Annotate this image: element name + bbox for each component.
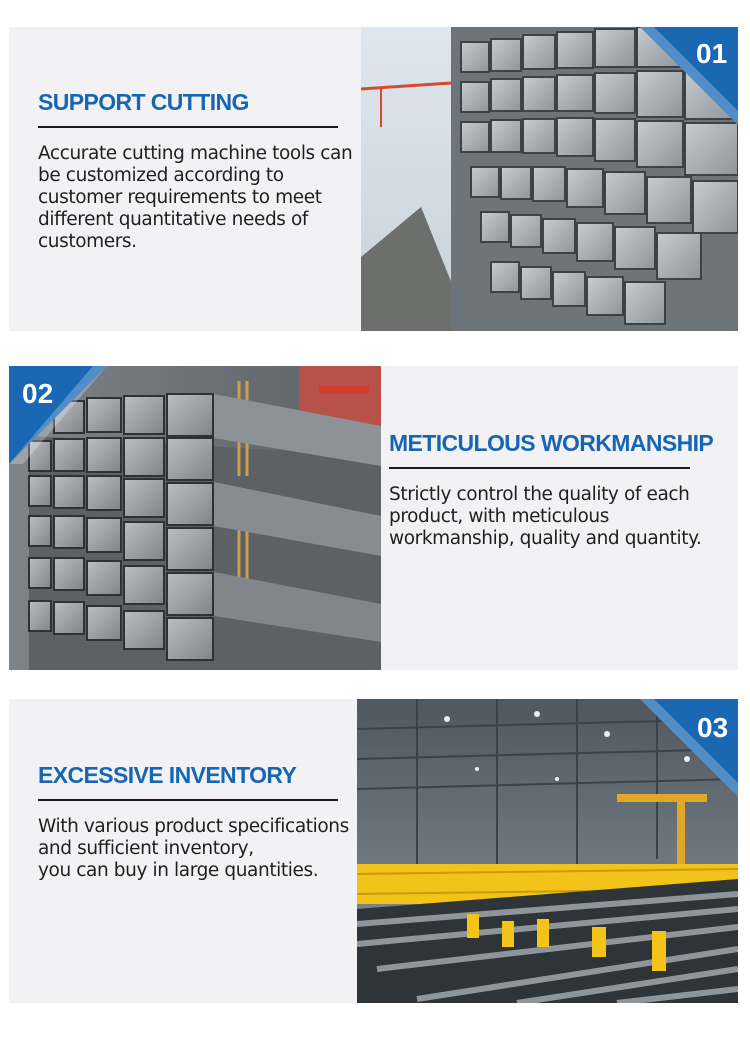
description-line: Strictly control the quality of each <box>389 484 690 505</box>
description-line: workmanship, quality and quantity. <box>389 528 702 549</box>
section-number-badge <box>640 699 738 797</box>
section-number-badge <box>640 27 738 125</box>
section-number: 01 <box>696 38 728 69</box>
feature-card-excessive-inventory <box>9 699 738 1003</box>
feature-text <box>389 430 714 550</box>
feature-description <box>38 143 353 253</box>
heading-divider <box>389 467 690 469</box>
description-line: With various product specifications <box>38 816 349 837</box>
feature-description <box>38 816 349 882</box>
section-number-badge <box>9 366 107 464</box>
feature-text <box>38 762 349 882</box>
description-line: and sufficient inventory, <box>38 838 254 859</box>
description-line: different quantitative needs of <box>38 209 309 230</box>
feature-heading: EXCESSIVE INVENTORY <box>38 762 297 788</box>
feature-card-support-cutting <box>9 27 738 331</box>
feature-card-meticulous-workmanship <box>9 366 738 670</box>
section-number: 02 <box>22 378 54 409</box>
description-line: you can buy in large quantities. <box>38 860 319 881</box>
description-line: be customized according to <box>38 165 284 186</box>
heading-divider <box>38 799 338 801</box>
description-line: Accurate cutting machine tools can <box>38 143 353 164</box>
feature-heading: METICULOUS WORKMANSHIP <box>389 430 714 456</box>
description-line: product, with meticulous <box>389 506 609 527</box>
heading-divider <box>38 126 338 128</box>
description-line: customers. <box>38 231 137 252</box>
feature-text <box>38 89 353 253</box>
description-line: customer requirements to meet <box>38 187 322 208</box>
section-number: 03 <box>697 712 729 743</box>
feature-description <box>389 484 702 550</box>
feature-heading: SUPPORT CUTTING <box>38 89 249 115</box>
